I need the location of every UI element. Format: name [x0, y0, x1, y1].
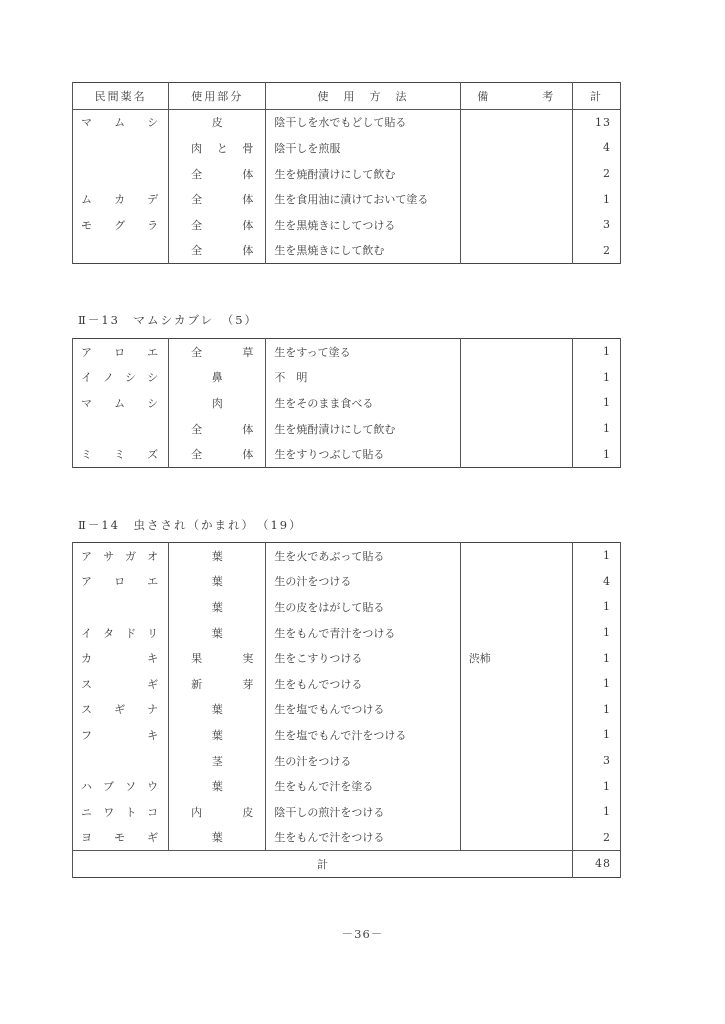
table-row: [73, 825, 621, 851]
table-row: [73, 390, 621, 416]
cell-usage-method: 生を塩でもんでつける: [266, 697, 460, 723]
cell-remarks: [460, 620, 572, 646]
cell-remarks: [460, 773, 572, 799]
cell-usage-method: 生の汁をつける: [266, 569, 460, 595]
cell-usage-method: 陰干しを水でもどして貼る: [266, 109, 460, 135]
cell-remarks: [460, 441, 572, 467]
section-14-table: [72, 542, 621, 878]
cell-remarks: [460, 825, 572, 851]
table-row: [73, 135, 621, 161]
cell-part-used: 内皮: [169, 799, 266, 825]
header-part: 使用部分: [169, 83, 266, 110]
table-row: [73, 594, 621, 620]
cell-count: 2: [572, 825, 620, 851]
cell-count: 1: [572, 594, 620, 620]
table-row: [73, 109, 621, 135]
table-row: [73, 645, 621, 671]
cell-remarks: [460, 799, 572, 825]
cell-count: 1: [572, 441, 620, 467]
table-row: [73, 441, 621, 467]
cell-part-used: 葉: [169, 594, 266, 620]
cell-part-used: 葉: [169, 722, 266, 748]
cell-remarks: 渋柿: [460, 645, 572, 671]
cell-remarks: [460, 365, 572, 391]
cell-usage-method: 生をそのまま食べる: [266, 390, 460, 416]
cell-remarks: [460, 722, 572, 748]
table-row: [73, 543, 621, 569]
cell-remarks: [460, 543, 572, 569]
cell-part-used: 全体: [169, 441, 266, 467]
cell-remarks: [460, 161, 572, 187]
cell-part-used: 全体: [169, 161, 266, 187]
cell-usage-method: 生をもんで汁をつける: [266, 825, 460, 851]
cell-count: 1: [572, 773, 620, 799]
cell-remarks: [460, 671, 572, 697]
table-row: [73, 212, 621, 238]
cell-count: 1: [572, 416, 620, 442]
total-row: [73, 851, 621, 878]
table-row: [73, 748, 621, 774]
table-row: [73, 799, 621, 825]
table-row: [73, 620, 621, 646]
cell-usage-method: 生をすって塗る: [266, 339, 460, 365]
cell-remarks: [460, 697, 572, 723]
cell-remarks: [460, 186, 572, 212]
cell-count: 3: [572, 748, 620, 774]
cell-remarks: [460, 390, 572, 416]
cell-count: 1: [572, 671, 620, 697]
table-row: [73, 416, 621, 442]
cell-remedy-name: [73, 594, 169, 620]
cell-usage-method: 生を塩でもんで汁をつける: [266, 722, 460, 748]
section-13-table: [72, 338, 621, 468]
cell-count: 4: [572, 135, 620, 161]
cell-part-used: 葉: [169, 825, 266, 851]
total-value: 48: [572, 851, 620, 878]
cell-count: 4: [572, 569, 620, 595]
table-row: [73, 186, 621, 212]
table-row: [73, 697, 621, 723]
cell-usage-method: 生をもんで青汁をつける: [266, 620, 460, 646]
cell-usage-method: 陰干しを煎服: [266, 135, 460, 161]
cell-count: 1: [572, 543, 620, 569]
cell-remedy-name: [73, 135, 169, 161]
cell-remedy-name: [73, 748, 169, 774]
cell-usage-method: 生をすりつぶして貼る: [266, 441, 460, 467]
cell-remedy-name: ニワトコ: [73, 799, 169, 825]
cell-part-used: 葉: [169, 620, 266, 646]
table-row: [73, 569, 621, 595]
cell-remedy-name: ミミズ: [73, 441, 169, 467]
cell-remedy-name: マムシ: [73, 390, 169, 416]
table-row: [73, 722, 621, 748]
table-row: [73, 238, 621, 264]
cell-usage-method: 生の汁をつける: [266, 748, 460, 774]
cell-count: 1: [572, 620, 620, 646]
section-13-title: Ⅱ－13 マムシカブレ （5）: [78, 313, 259, 327]
cell-usage-method: 生を焼酎漬けにして飲む: [266, 416, 460, 442]
cell-part-used: 全体: [169, 186, 266, 212]
total-label: 計: [73, 851, 573, 878]
cell-usage-method: 生をもんでつける: [266, 671, 460, 697]
cell-remarks: [460, 594, 572, 620]
header-name: 民間薬名: [73, 83, 169, 110]
section-14-title: Ⅱ－14 虫さされ（かまれ） （19）: [78, 518, 303, 532]
cell-remedy-name: スギナ: [73, 697, 169, 723]
cell-part-used: 肉と骨: [169, 135, 266, 161]
cell-part-used: 果実: [169, 645, 266, 671]
cell-remedy-name: マムシ: [73, 109, 169, 135]
table-row: [73, 365, 621, 391]
cell-remedy-name: ヨモギ: [73, 825, 169, 851]
cell-part-used: 皮: [169, 109, 266, 135]
cell-remarks: [460, 569, 572, 595]
table-row: [73, 773, 621, 799]
cell-usage-method: 生を火であぶって貼る: [266, 543, 460, 569]
cell-remedy-name: ムカデ: [73, 186, 169, 212]
cell-count: 3: [572, 212, 620, 238]
cell-usage-method: 生を黒焼きにして飲む: [266, 238, 460, 264]
header-method: 使 用 方 法: [266, 83, 460, 110]
cell-remedy-name: [73, 416, 169, 442]
cell-remedy-name: アサガオ: [73, 543, 169, 569]
cell-remedy-name: フキ: [73, 722, 169, 748]
cell-remarks: [460, 416, 572, 442]
cell-part-used: 葉: [169, 697, 266, 723]
cell-remedy-name: イタドリ: [73, 620, 169, 646]
cell-count: 1: [572, 645, 620, 671]
remedy-table-continued: [72, 82, 621, 264]
cell-count: 1: [572, 186, 620, 212]
cell-remarks: [460, 135, 572, 161]
cell-part-used: 葉: [169, 569, 266, 595]
header-count: 計: [572, 83, 620, 110]
cell-remedy-name: イノシシ: [73, 365, 169, 391]
cell-part-used: 全草: [169, 339, 266, 365]
cell-remedy-name: ハブソウ: [73, 773, 169, 799]
cell-remedy-name: [73, 161, 169, 187]
cell-count: 13: [572, 109, 620, 135]
cell-part-used: 鼻: [169, 365, 266, 391]
cell-count: 1: [572, 722, 620, 748]
cell-remarks: [460, 339, 572, 365]
cell-count: 2: [572, 161, 620, 187]
cell-usage-method: 不 明: [266, 365, 460, 391]
cell-remedy-name: アロエ: [73, 569, 169, 595]
page-number: －36－: [341, 927, 384, 941]
cell-remarks: [460, 109, 572, 135]
cell-part-used: 全体: [169, 416, 266, 442]
cell-part-used: 茎: [169, 748, 266, 774]
cell-part-used: 肉: [169, 390, 266, 416]
cell-remarks: [460, 238, 572, 264]
cell-remarks: [460, 748, 572, 774]
cell-remedy-name: モグラ: [73, 212, 169, 238]
cell-usage-method: 陰干しの煎汁をつける: [266, 799, 460, 825]
header-remarks: 備 考: [460, 83, 572, 110]
cell-usage-method: 生を焼酎漬けにして飲む: [266, 161, 460, 187]
cell-usage-method: 生の皮をはがして貼る: [266, 594, 460, 620]
cell-usage-method: 生をこすりつける: [266, 645, 460, 671]
cell-usage-method: 生をもんで汁を塗る: [266, 773, 460, 799]
cell-count: 1: [572, 697, 620, 723]
cell-usage-method: 生を黒焼きにしてつける: [266, 212, 460, 238]
cell-count: 1: [572, 339, 620, 365]
cell-usage-method: 生を食用油に漬けておいて塗る: [266, 186, 460, 212]
cell-count: 1: [572, 390, 620, 416]
cell-part-used: 新芽: [169, 671, 266, 697]
cell-count: 1: [572, 799, 620, 825]
cell-count: 1: [572, 365, 620, 391]
table-row: [73, 161, 621, 187]
cell-remedy-name: アロエ: [73, 339, 169, 365]
cell-part-used: 葉: [169, 543, 266, 569]
cell-count: 2: [572, 238, 620, 264]
cell-remedy-name: [73, 238, 169, 264]
cell-remedy-name: スギ: [73, 671, 169, 697]
table-header-row: [73, 83, 621, 110]
cell-part-used: 葉: [169, 773, 266, 799]
cell-part-used: 全体: [169, 212, 266, 238]
cell-remedy-name: カキ: [73, 645, 169, 671]
table-row: [73, 671, 621, 697]
cell-remarks: [460, 212, 572, 238]
cell-part-used: 全体: [169, 238, 266, 264]
table-row: [73, 339, 621, 365]
